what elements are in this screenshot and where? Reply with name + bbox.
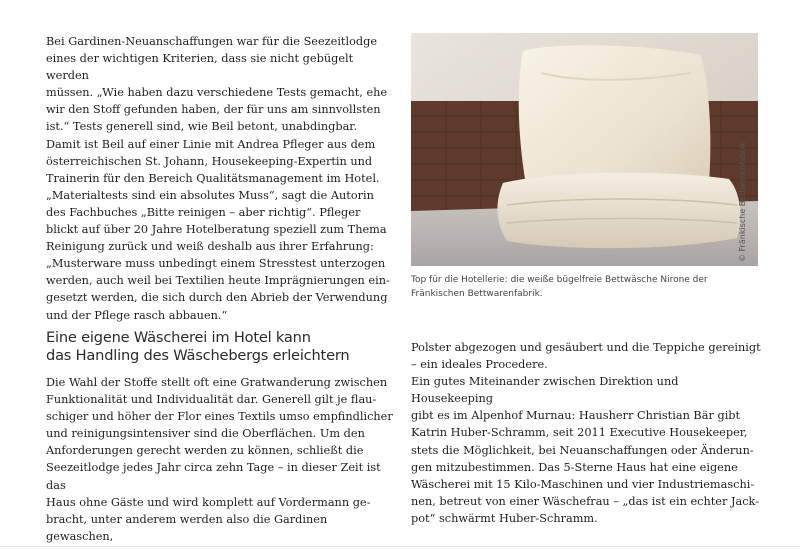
text-line: des Fachbuches „Bitte reinigen – aber richtig“. Pfleger [46, 205, 361, 219]
caption-line: Fränkischen Bettwarenfabrik. [411, 289, 543, 299]
text-line: „Materialtests sind ein absolutes Muss“, sagt die Autorin [46, 188, 374, 202]
bedding-photo [411, 33, 758, 266]
text-line: eines der wichtigen Kriterien, dass sie nicht gebügelt werden [46, 52, 354, 83]
page-divider [0, 546, 800, 547]
text-line: Ein gutes Miteinander zwischen Direktion und Housekeeping [411, 375, 679, 406]
text-line: Damit ist Beil auf einer Linie mit Andrea Pfleger aus dem [46, 137, 376, 151]
caption-line: Top für die Hotellerie: die weiße bügelfreie Bettwäsche Nirone der [411, 275, 708, 285]
text-line: Funktionalität und Individualität dar. Generell gilt je flau- [46, 393, 377, 407]
heading-line: Eine eigene Wäscherei im Hotel kann [46, 329, 311, 346]
text-line: wir den Stoff gefunden haben, der für uns am sinnvollsten [46, 103, 381, 117]
pillow-duvet-illustration [411, 33, 758, 266]
text-line: Reinigung zurück und weiß deshalb aus ihrer Erfahrung: [46, 240, 374, 254]
text-line: Haus ohne Gäste und wird komplett auf Vordermann ge- [46, 495, 371, 509]
text-line: Bei Gardinen-Neuanschaffungen war für die Seezeitlodge [46, 35, 378, 48]
text-line: und reinigungsintensiver sind die Oberflächen. Um den [46, 427, 365, 441]
text-line: Polster abgezogen und gesäubert und die Teppiche gereinigt [411, 341, 761, 354]
text-line: schiger und höher der Flor eines Textils umso empfindlicher [46, 410, 393, 424]
text-line: blickt auf über 20 Jahre Hotelberatung speziell zum Thema [46, 223, 387, 237]
text-line: bracht, unter anderem werden also die Gardinen gewaschen, [46, 512, 328, 543]
text-line: – ein ideales Procedere. [411, 358, 548, 372]
text-line: österreichischen St. Johann, Housekeeping-Expertin und [46, 154, 373, 168]
text-line: gibt es im Alpenhof Murnau: Hausherr Christian Bär gibt [411, 409, 741, 423]
text-line: Trainerin für den Bereich Qualitätsmanagement im Hotel. [46, 171, 380, 185]
text-line: müssen. „Wie haben dazu verschiedene Tests gemacht, ehe [46, 86, 388, 100]
text-line: nen, betreut von einer Wäschefrau – „das ist ein echter Jack- [411, 494, 760, 508]
text-line: Katrin Huber-Schramm, seit 2011 Executive Housekeeper, [411, 426, 748, 440]
text-line: stets die Möglichkeit, bei Neuanschaffungen oder Änderun- [411, 443, 754, 457]
text-line: Seezeitlodge jedes Jahr circa zehn Tage – in dieser Zeit ist das [46, 461, 381, 492]
text-line: werden, auch weil bei Textilien heute Imprägnierungen ein- [46, 274, 390, 288]
text-line: gesetzt werden, die sich durch den Abrieb der Verwendung [46, 291, 388, 305]
section-body [46, 374, 396, 545]
text-line: Wäscherei mit 15 Kilo-Maschinen und vier Industriemaschi- [411, 477, 755, 491]
section-heading [46, 329, 406, 365]
text-line: Die Wahl der Stoffe stellt oft eine Gratwanderung zwischen [46, 376, 388, 389]
heading-line: das Handling des Wäschebergs erleichtern [46, 347, 350, 364]
text-line: gen mitzubestimmen. Das 5-Sterne Haus hat eine eigene [411, 460, 738, 474]
text-line: und der Pflege rasch abbauen.“ [46, 308, 228, 322]
photo-caption [411, 273, 758, 301]
photo-credit: © Fränkische Bettwarenfabrik [738, 142, 747, 262]
article-right-column [411, 339, 761, 527]
text-line: „Musterware muss unbedingt einem Stresstest unterzogen [46, 257, 386, 271]
text-line: pot“ schwärmt Huber-Schramm. [411, 511, 598, 525]
text-line: ist.“ Tests generell sind, wie Beil betont, unabdingbar. [46, 120, 358, 134]
text-line: Anforderungen gerecht werden zu können, schließt die [46, 444, 364, 458]
article-left-column [46, 33, 396, 324]
